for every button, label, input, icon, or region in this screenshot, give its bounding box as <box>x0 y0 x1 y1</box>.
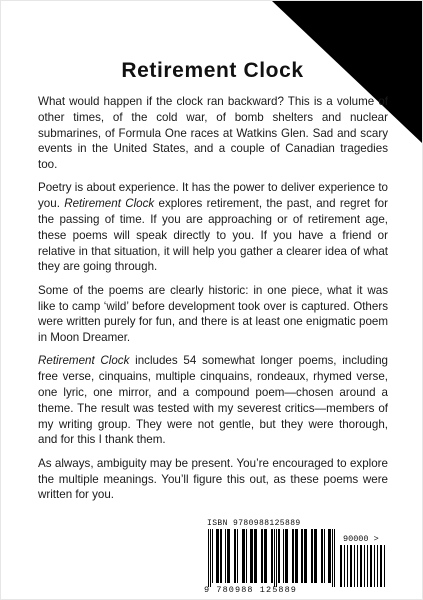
paragraph-text: As always, ambiguity may be present. You’re encouraged to explore the multiple meanings. You’ll figure this out, as these poems were written for you. <box>38 456 388 502</box>
addon-bar <box>384 545 385 587</box>
price-code: 90000 > <box>343 534 379 544</box>
barcode-bar <box>220 529 222 583</box>
barcode-bar <box>328 529 331 583</box>
barcode-bar <box>250 529 253 583</box>
addon-bar <box>380 545 382 587</box>
paragraph-3 <box>38 283 388 346</box>
addon-bar <box>357 545 358 587</box>
barcode-bar <box>285 529 288 583</box>
book-title-reference: Retirement Clock <box>64 197 155 211</box>
blurb-text <box>38 94 388 511</box>
addon-bar <box>370 545 372 587</box>
isbn-barcode <box>204 519 390 598</box>
barcode-bar <box>261 529 263 583</box>
barcode-bar <box>332 529 333 587</box>
paragraph-5 <box>38 456 388 503</box>
barcode-bar <box>321 529 323 583</box>
barcode-bar <box>225 529 226 583</box>
paragraph-2 <box>38 180 388 275</box>
paragraph-text: includes 54 somewhat longer poems, including free verse, cinquains, multiple cinquains, rondeaux, rhymed verse, one lyric, one mirror, and a compound poem—chosen around a theme. The result was tested with my severest critics—members of my writing group. They were not gentle, but they were thorough, and for this I thank them. <box>38 354 388 447</box>
addon-bar <box>350 545 352 587</box>
barcode-bar <box>237 529 238 583</box>
barcode-bar <box>314 529 317 583</box>
barcode-bar <box>324 529 325 583</box>
barcode-bar <box>292 529 294 583</box>
barcode-bar <box>210 529 211 587</box>
addon-bar <box>347 545 348 587</box>
barcode-bar <box>274 529 275 587</box>
paragraph-1 <box>38 94 388 173</box>
addon-bar <box>364 545 365 587</box>
barcode-bar <box>311 529 313 583</box>
barcode-bar <box>254 529 257 583</box>
ean-digits: 9 780988 125889 <box>204 585 298 595</box>
paragraph-text: Poetry is about experience. It has the power to deliver experience to you. <box>38 181 388 211</box>
addon-bar <box>377 545 378 587</box>
book-title: Retirement Clock <box>121 59 304 82</box>
barcode-bar <box>304 529 307 583</box>
paragraph-text: What would happen if the clock ran backward? This is a volume of other times, of the cold war, of bomb shelters and nuclear submarines, of Formula One races at Watkins Glen. Sad and scary events in the United States, and a couple of Canadian tragedies too. <box>38 95 388 172</box>
book-title-reference: Retirement Clock <box>38 354 130 368</box>
barcode-bar <box>264 529 267 583</box>
addon-bar <box>354 545 355 587</box>
paragraph-4 <box>38 353 388 448</box>
paragraph-text: Some of the poems are clearly historic: in one piece, what it was like to camp ‘wild’ before development took over is captured. Others were written purely for fun, and there is at least one enigmatic poem in Moon Dreamer. <box>38 283 388 345</box>
barcode-bar <box>278 529 280 583</box>
barcode-bar <box>283 529 284 583</box>
addon-bar <box>360 545 362 587</box>
paragraph-text: explores retirement, the past, and regret for the passing of time. If you are approaching or of retirement age, these poems will speak directly to you. If you have a friend or relative in that situation, it will help you gather a clearer idea of what they are going through. <box>38 197 388 274</box>
barcode-bar <box>334 529 335 587</box>
barcode-bar <box>227 529 230 583</box>
barcode-bar <box>212 529 213 583</box>
addon-bar <box>340 545 342 587</box>
addon-bar <box>344 545 345 587</box>
isbn-label: ISBN 9780988125889 <box>207 519 301 528</box>
barcode-bar <box>216 529 219 583</box>
barcode-bar <box>276 529 277 587</box>
barcode-bar <box>301 529 303 583</box>
addon-bar <box>374 545 375 587</box>
addon-bar <box>367 545 368 587</box>
barcode-bar <box>242 529 245 583</box>
barcode-bar <box>246 529 247 583</box>
barcode-bar <box>271 529 273 583</box>
barcode-bar <box>295 529 298 583</box>
barcode-bar <box>234 529 236 583</box>
barcode-bar <box>208 529 209 587</box>
